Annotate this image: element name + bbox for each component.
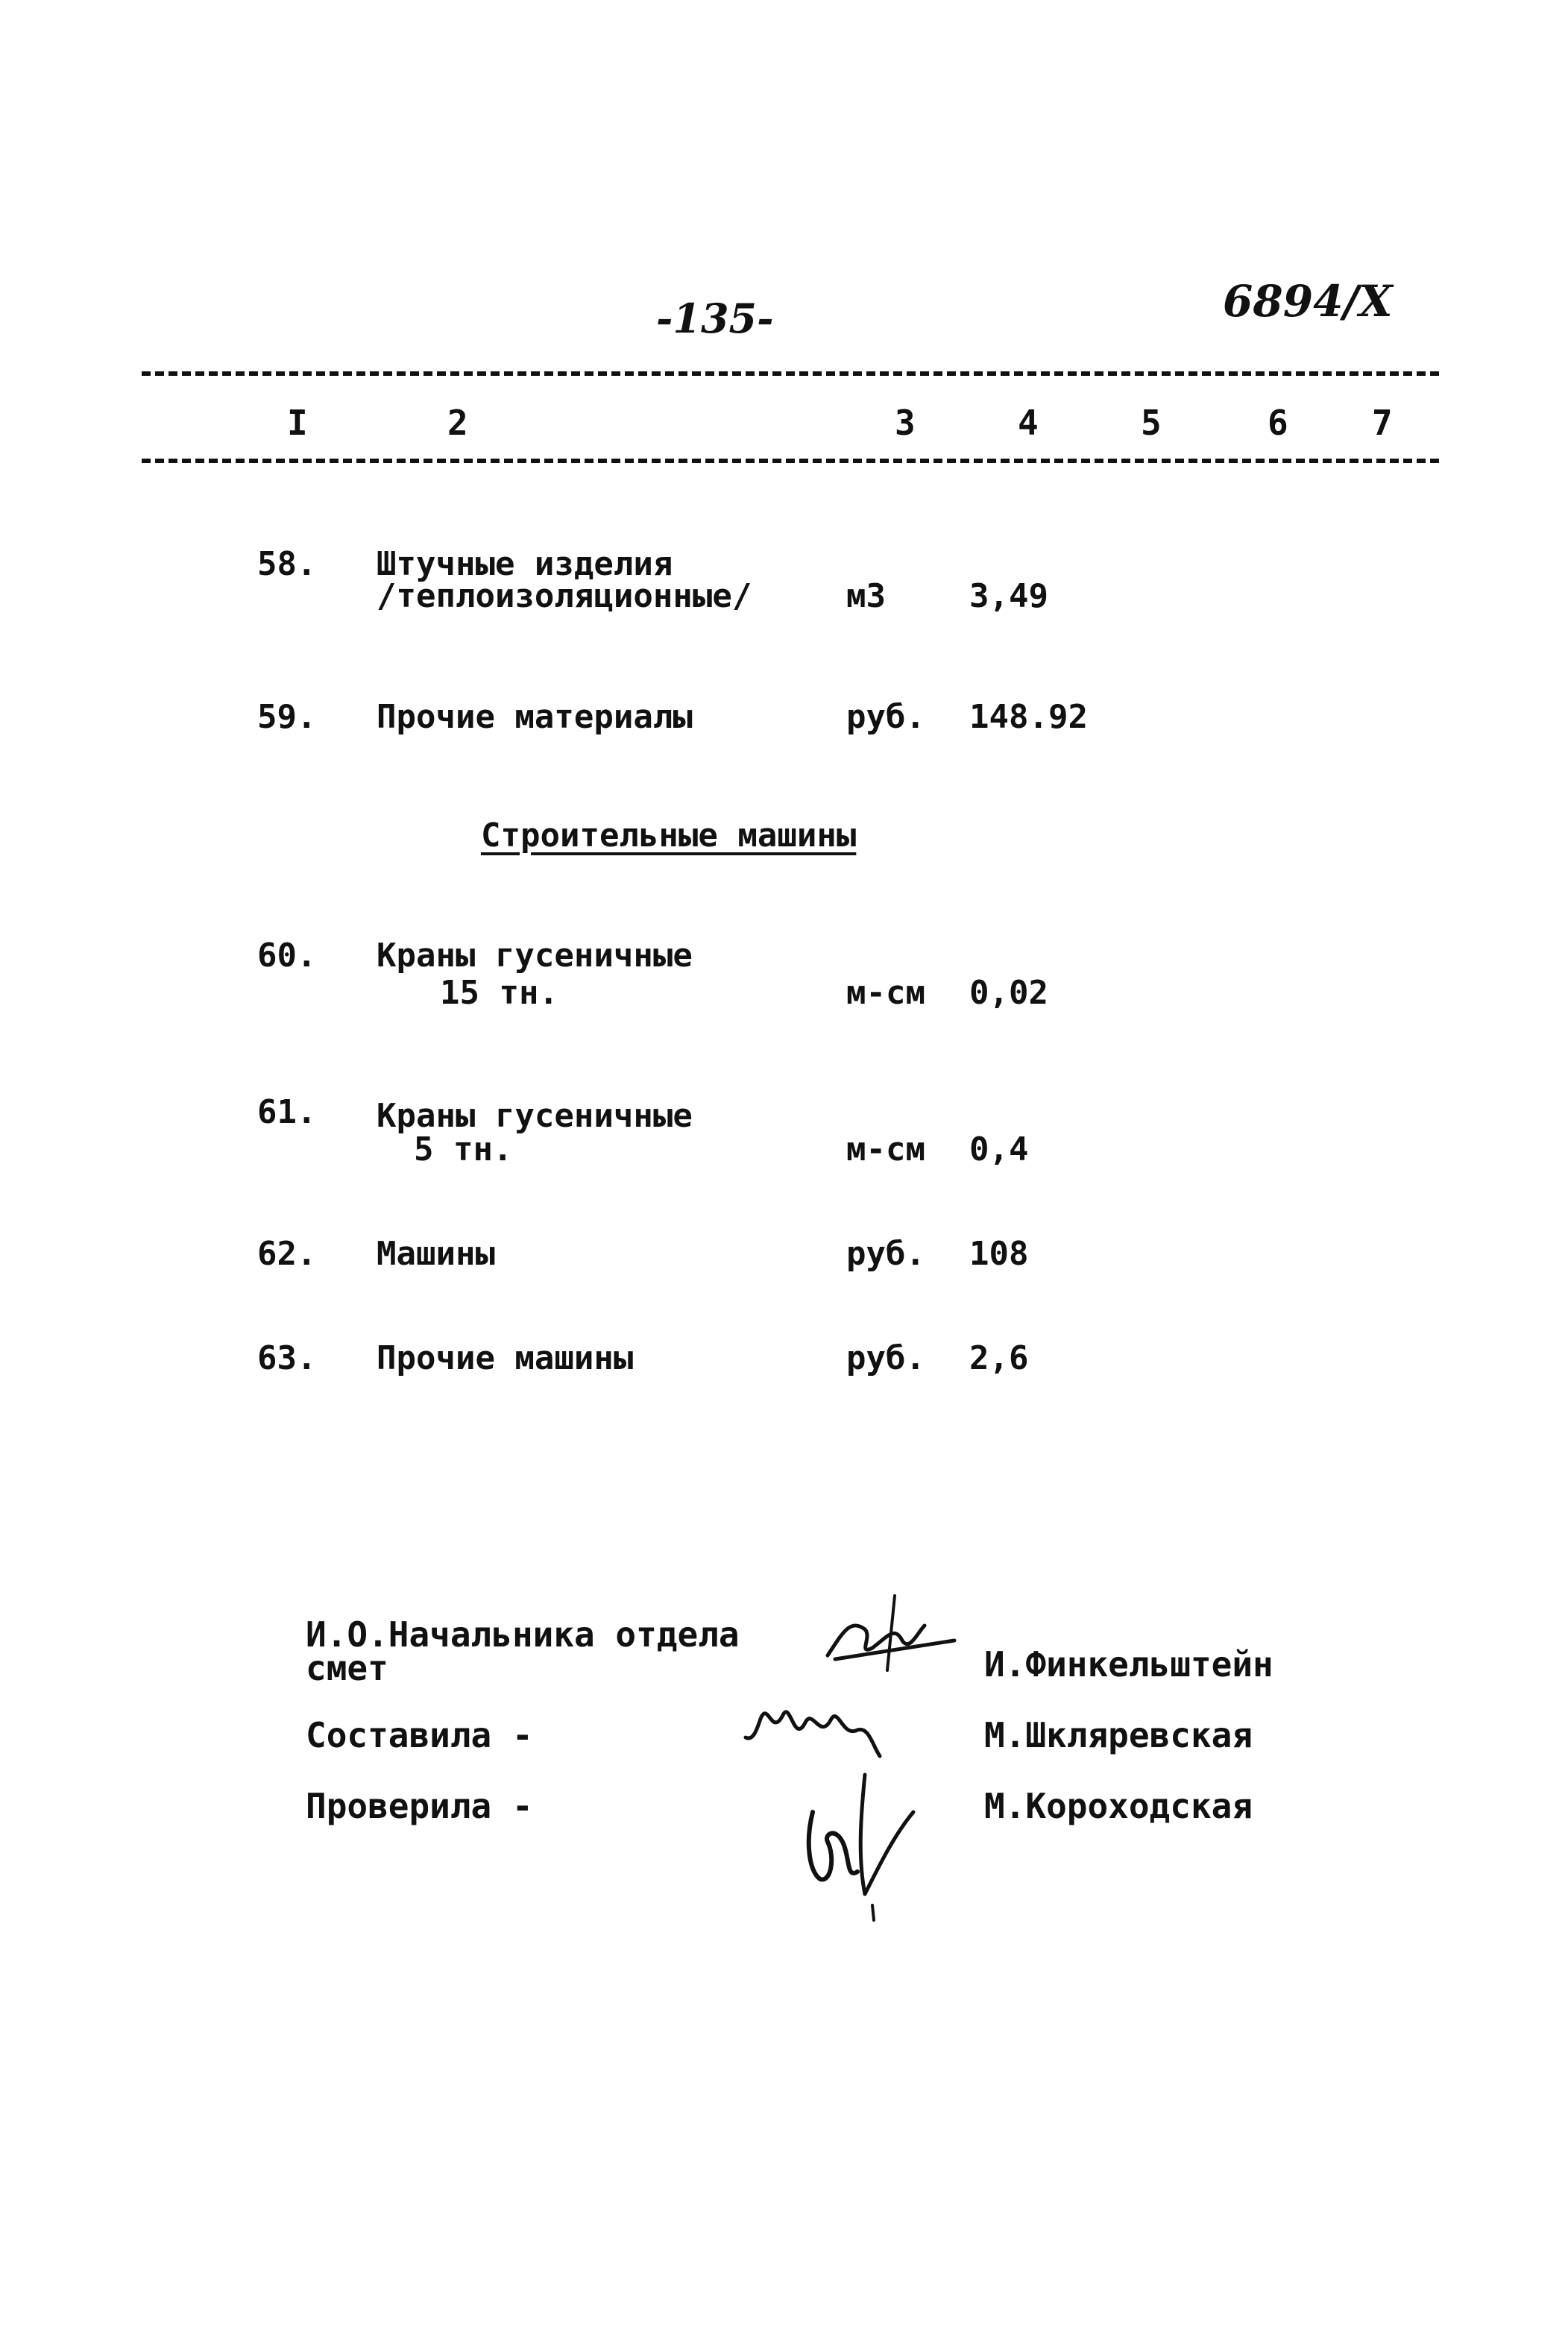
row-name: Машины <box>377 1235 495 1273</box>
column-4-label: 4 <box>1018 403 1039 443</box>
row-name: Краны гусеничные <box>377 937 693 975</box>
signer-role: И.О.Начальника отдела <box>306 1614 740 1655</box>
row-number: 59. <box>257 698 317 736</box>
signer-name: М.Короходская <box>984 1786 1253 1826</box>
signer-role-continued: смет <box>306 1648 388 1688</box>
signature-mark-checker <box>790 1767 939 1924</box>
column-7-label: 7 <box>1372 403 1393 443</box>
row-number: 60. <box>257 937 317 975</box>
top-divider <box>142 371 1439 376</box>
signer-name: М.Шкляревская <box>984 1715 1253 1755</box>
row-unit: м-см <box>846 974 925 1012</box>
row-name-continued: 5 тн. <box>414 1130 513 1168</box>
document-code: 6894/X <box>1223 276 1393 327</box>
section-heading: Строительные машины <box>481 817 857 855</box>
signature-mark-head <box>813 1588 962 1685</box>
row-name: Прочие машины <box>377 1339 634 1377</box>
row-name-continued: 15 тн. <box>440 974 558 1012</box>
page-number: -135- <box>656 295 774 342</box>
signer-role: Составила - <box>306 1715 533 1755</box>
column-6-label: 6 <box>1268 403 1288 443</box>
row-unit: м3 <box>846 577 886 615</box>
column-2-label: 2 <box>447 403 468 443</box>
signer-name: И.Финкельштейн <box>984 1644 1273 1685</box>
signature-mark-compiler <box>738 1685 902 1767</box>
row-name-continued: /теплоизоляционные/ <box>377 577 752 615</box>
row-unit: руб. <box>846 1235 925 1273</box>
row-name: Прочие материалы <box>377 698 693 736</box>
row-unit: руб. <box>846 698 925 736</box>
row-quantity: 0,02 <box>969 974 1048 1012</box>
row-number: 62. <box>257 1235 317 1273</box>
row-quantity: 2,6 <box>969 1339 1029 1377</box>
row-number: 58. <box>257 545 317 583</box>
row-name: Краны гусеничные <box>377 1097 693 1135</box>
row-unit: м-см <box>846 1130 925 1168</box>
row-number: 61. <box>257 1093 317 1131</box>
row-quantity: 0,4 <box>969 1130 1029 1168</box>
header-divider <box>142 459 1439 463</box>
row-quantity: 148.92 <box>969 698 1088 736</box>
row-number: 63. <box>257 1339 317 1377</box>
signer-role: Проверила - <box>306 1786 533 1826</box>
row-unit: руб. <box>846 1339 925 1377</box>
row-quantity: 3,49 <box>969 577 1048 615</box>
column-5-label: 5 <box>1141 403 1162 443</box>
row-name: Штучные изделия <box>377 545 673 583</box>
column-3-label: 3 <box>895 403 916 443</box>
row-quantity: 108 <box>969 1235 1029 1273</box>
column-1-label: I <box>287 403 308 443</box>
